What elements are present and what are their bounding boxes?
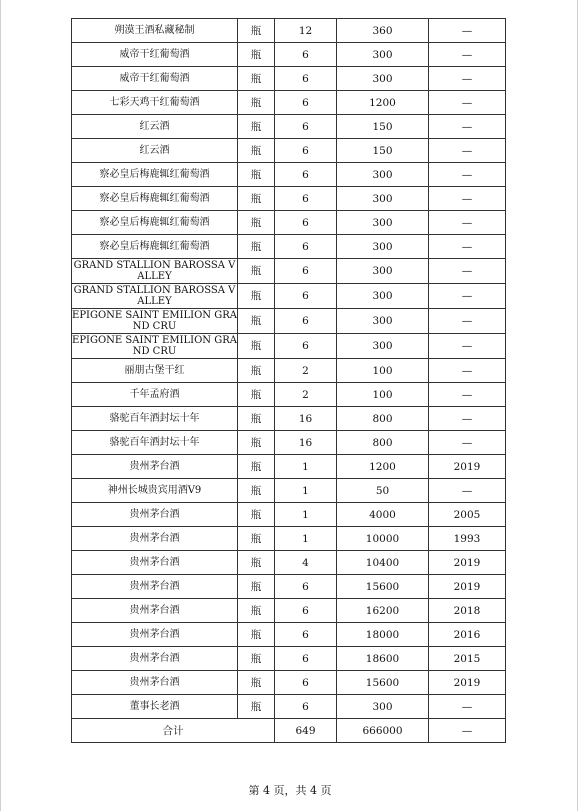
cell-unit: 瓶 — [238, 575, 275, 599]
cell-item-name: 贵州茅台酒 — [72, 503, 238, 527]
cell-amount: 300 — [337, 211, 429, 235]
cell-amount: 100 — [337, 359, 429, 383]
cell-year: — — [429, 67, 506, 91]
cell-quantity: 4 — [275, 551, 337, 575]
cell-unit: 瓶 — [238, 359, 275, 383]
cell-quantity: 2 — [275, 383, 337, 407]
cell-quantity: 6 — [275, 309, 337, 334]
table-row — [72, 359, 506, 383]
table-row — [72, 235, 506, 259]
cell-year: 2019 — [429, 671, 506, 695]
table-row — [72, 431, 506, 455]
cell-unit: 瓶 — [238, 551, 275, 575]
cell-quantity: 6 — [275, 91, 337, 115]
cell-amount: 4000 — [337, 503, 429, 527]
cell-year: — — [429, 187, 506, 211]
cell-unit: 瓶 — [238, 527, 275, 551]
cell-item-name: 朔漠王酒私藏秘制 — [72, 19, 238, 43]
cell-year: 2016 — [429, 623, 506, 647]
cell-item-name: EPIGONE SAINT EMILION GRAND CRU — [72, 310, 237, 332]
cell-item-name: 察必皇后梅鹿辄红葡萄酒 — [72, 235, 238, 259]
cell-amount: 300 — [337, 309, 429, 334]
cell-year: 2019 — [429, 575, 506, 599]
cell-unit: 瓶 — [238, 599, 275, 623]
cell-unit: 瓶 — [238, 431, 275, 455]
cell-year: — — [429, 359, 506, 383]
cell-year: 2005 — [429, 503, 506, 527]
table-row — [72, 479, 506, 503]
cell-amount: 100 — [337, 383, 429, 407]
cell-item-name: 贵州茅台酒 — [72, 623, 238, 647]
cell-unit: 瓶 — [238, 235, 275, 259]
cell-quantity: 6 — [275, 599, 337, 623]
cell-amount: 300 — [337, 695, 429, 719]
cell-item-name: 威帝干红葡萄酒 — [72, 67, 238, 91]
cell-unit: 瓶 — [238, 163, 275, 187]
total-amount: 666000 — [337, 719, 429, 743]
cell-year: — — [429, 334, 506, 359]
cell-unit: 瓶 — [238, 671, 275, 695]
cell-quantity: 16 — [275, 407, 337, 431]
table-row — [72, 455, 506, 479]
table-row — [72, 527, 506, 551]
cell-quantity: 6 — [275, 623, 337, 647]
cell-unit: 瓶 — [238, 211, 275, 235]
cell-year: 2019 — [429, 455, 506, 479]
cell-year: 2018 — [429, 599, 506, 623]
total-year: — — [429, 719, 506, 743]
cell-item-name: 董事长老酒 — [72, 695, 238, 719]
cell-item-name: 红云酒 — [72, 139, 238, 163]
wine-inventory-table — [71, 18, 506, 743]
table-row — [72, 407, 506, 431]
cell-year: 1993 — [429, 527, 506, 551]
cell-year: — — [429, 479, 506, 503]
cell-amount: 300 — [337, 163, 429, 187]
cell-year: — — [429, 163, 506, 187]
cell-quantity: 1 — [275, 455, 337, 479]
table-row — [72, 695, 506, 719]
table-row — [72, 284, 506, 309]
cell-item-name: GRAND STALLION BAROSSA VALLEY — [72, 259, 238, 284]
cell-item-name: 威帝干红葡萄酒 — [72, 43, 238, 67]
cell-amount: 10000 — [337, 527, 429, 551]
cell-quantity: 6 — [275, 115, 337, 139]
cell-year: — — [429, 235, 506, 259]
table-row — [72, 91, 506, 115]
cell-amount: 18600 — [337, 647, 429, 671]
cell-quantity: 6 — [275, 575, 337, 599]
cell-unit: 瓶 — [238, 139, 275, 163]
table-row — [72, 139, 506, 163]
cell-quantity: 6 — [275, 259, 337, 284]
cell-amount: 16200 — [337, 599, 429, 623]
cell-amount: 15600 — [337, 575, 429, 599]
table-row — [72, 647, 506, 671]
cell-item-name: 千年孟府酒 — [72, 383, 238, 407]
cell-year: 2019 — [429, 551, 506, 575]
cell-item-name: 贵州茅台酒 — [72, 599, 238, 623]
cell-amount: 300 — [337, 235, 429, 259]
cell-item-name: 神州长城贵宾用酒V9 — [72, 479, 238, 503]
cell-unit: 瓶 — [238, 334, 275, 359]
cell-year: — — [429, 115, 506, 139]
cell-amount: 150 — [337, 115, 429, 139]
cell-unit: 瓶 — [238, 383, 275, 407]
cell-amount: 800 — [337, 431, 429, 455]
table-row — [72, 259, 506, 284]
cell-year: — — [429, 695, 506, 719]
cell-item-name: 贵州茅台酒 — [72, 527, 238, 551]
cell-year: 2015 — [429, 647, 506, 671]
cell-item-name: 察必皇后梅鹿辄红葡萄酒 — [72, 187, 238, 211]
cell-quantity: 6 — [275, 187, 337, 211]
cell-unit: 瓶 — [238, 115, 275, 139]
cell-unit: 瓶 — [238, 284, 275, 309]
table-row — [72, 671, 506, 695]
table-row — [72, 43, 506, 67]
table-row — [72, 19, 506, 43]
cell-year: — — [429, 259, 506, 284]
cell-quantity: 6 — [275, 671, 337, 695]
cell-quantity: 6 — [275, 67, 337, 91]
cell-year: — — [429, 19, 506, 43]
cell-amount: 300 — [337, 43, 429, 67]
table-row — [72, 115, 506, 139]
cell-amount: 300 — [337, 334, 429, 359]
table-row — [72, 67, 506, 91]
total-qty: 649 — [275, 719, 337, 743]
cell-quantity: 6 — [275, 235, 337, 259]
cell-amount: 1200 — [337, 91, 429, 115]
cell-amount: 300 — [337, 259, 429, 284]
cell-year: — — [429, 284, 506, 309]
page-footer: 第 4 页，共 4 页 — [248, 784, 332, 797]
cell-item-name: EPIGONE SAINT EMILION GRAND CRU — [72, 335, 237, 357]
table-row — [72, 551, 506, 575]
cell-amount: 1200 — [337, 455, 429, 479]
cell-year: — — [429, 43, 506, 67]
cell-amount: 15600 — [337, 671, 429, 695]
cell-unit: 瓶 — [238, 623, 275, 647]
cell-item-name: 察必皇后梅鹿辄红葡萄酒 — [72, 211, 238, 235]
cell-quantity: 2 — [275, 359, 337, 383]
cell-unit: 瓶 — [238, 43, 275, 67]
cell-item-name: 红云酒 — [72, 115, 238, 139]
cell-quantity: 6 — [275, 163, 337, 187]
cell-unit: 瓶 — [238, 479, 275, 503]
cell-quantity: 16 — [275, 431, 337, 455]
cell-year: — — [429, 431, 506, 455]
cell-year: — — [429, 211, 506, 235]
cell-quantity: 6 — [275, 695, 337, 719]
cell-amount: 800 — [337, 407, 429, 431]
cell-item-name: 贵州茅台酒 — [72, 647, 238, 671]
cell-year: — — [429, 309, 506, 334]
cell-unit: 瓶 — [238, 503, 275, 527]
cell-unit: 瓶 — [238, 67, 275, 91]
cell-amount: 300 — [337, 67, 429, 91]
table-body — [72, 19, 506, 719]
cell-unit: 瓶 — [238, 309, 275, 334]
cell-year: — — [429, 91, 506, 115]
cell-item-name: 骆驼百年酒封坛十年 — [72, 407, 238, 431]
cell-unit: 瓶 — [238, 187, 275, 211]
cell-quantity: 1 — [275, 503, 337, 527]
cell-quantity: 6 — [275, 334, 337, 359]
cell-quantity: 6 — [275, 647, 337, 671]
cell-year: — — [429, 139, 506, 163]
total-label: 合计 — [72, 719, 275, 743]
cell-item-name: 贵州茅台酒 — [72, 575, 238, 599]
cell-item-name: 七彩天鸡干红葡萄酒 — [72, 91, 238, 115]
table-row — [72, 187, 506, 211]
cell-year: — — [429, 383, 506, 407]
table-row — [72, 309, 506, 334]
cell-unit: 瓶 — [238, 455, 275, 479]
table-row — [72, 334, 506, 359]
cell-amount: 300 — [337, 284, 429, 309]
cell-unit: 瓶 — [238, 407, 275, 431]
table-row — [72, 623, 506, 647]
cell-quantity: 12 — [275, 19, 337, 43]
table-row — [72, 575, 506, 599]
cell-unit: 瓶 — [238, 695, 275, 719]
cell-unit: 瓶 — [238, 91, 275, 115]
cell-quantity: 1 — [275, 479, 337, 503]
cell-unit: 瓶 — [238, 19, 275, 43]
cell-item-name: 丽朋古堡干红 — [72, 359, 238, 383]
cell-amount: 300 — [337, 187, 429, 211]
cell-quantity: 1 — [275, 527, 337, 551]
cell-quantity: 6 — [275, 139, 337, 163]
cell-item-name: GRAND STALLION BAROSSA VALLEY — [72, 284, 238, 309]
cell-year: — — [429, 407, 506, 431]
cell-quantity: 6 — [275, 211, 337, 235]
cell-item-name: 骆驼百年酒封坛十年 — [72, 431, 238, 455]
table-row — [72, 599, 506, 623]
cell-unit: 瓶 — [238, 647, 275, 671]
cell-quantity: 6 — [275, 284, 337, 309]
cell-amount: 150 — [337, 139, 429, 163]
cell-item-name: 贵州茅台酒 — [72, 455, 238, 479]
cell-quantity: 6 — [275, 43, 337, 67]
cell-amount: 10400 — [337, 551, 429, 575]
cell-item-name: 贵州茅台酒 — [72, 671, 238, 695]
table-row — [72, 383, 506, 407]
cell-amount: 360 — [337, 19, 429, 43]
table-row — [72, 211, 506, 235]
cell-amount: 18000 — [337, 623, 429, 647]
cell-item-name: 贵州茅台酒 — [72, 551, 238, 575]
table-row — [72, 163, 506, 187]
total-row — [72, 719, 506, 743]
table-row — [72, 503, 506, 527]
cell-item-name: 察必皇后梅鹿辄红葡萄酒 — [72, 163, 238, 187]
cell-amount: 50 — [337, 479, 429, 503]
cell-unit: 瓶 — [238, 259, 275, 284]
